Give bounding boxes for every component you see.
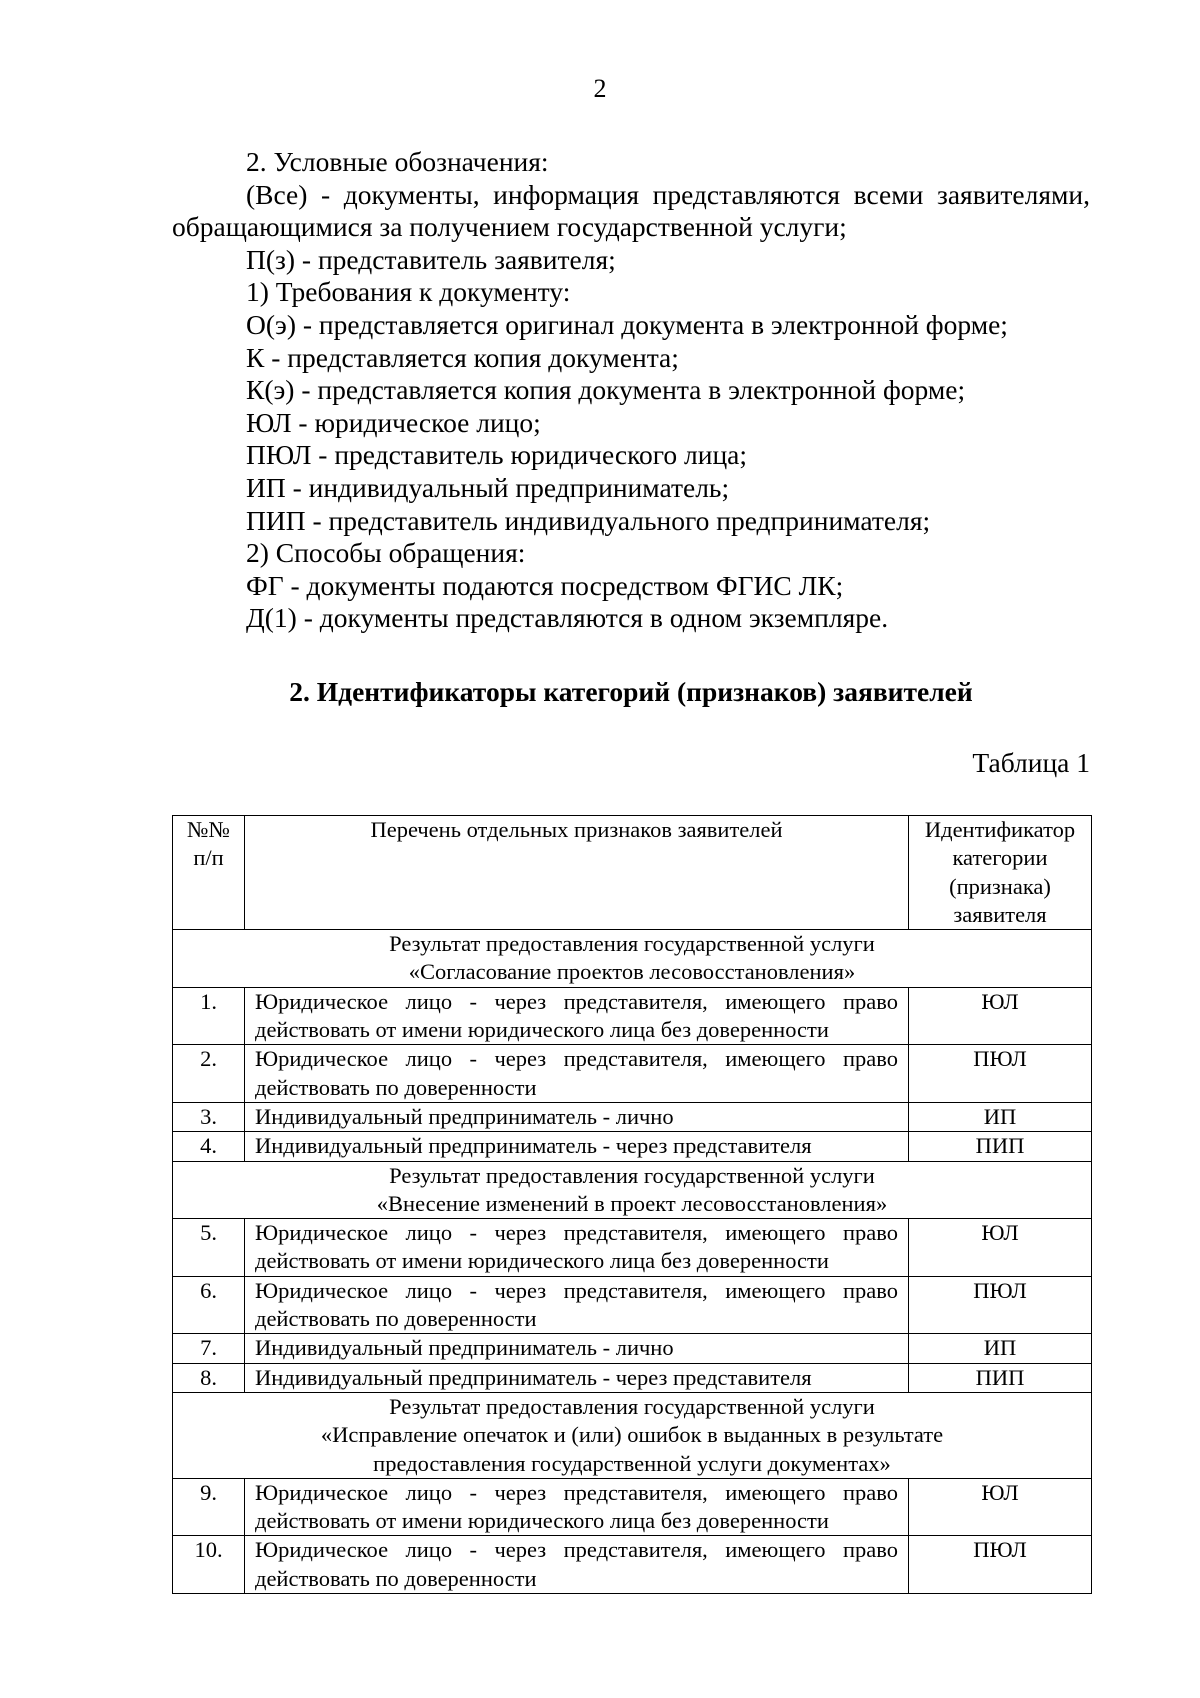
legend-line: ИП - индивидуальный предприниматель;	[246, 471, 730, 503]
table-row	[173, 1334, 1092, 1363]
table-row	[173, 1536, 1092, 1594]
row-identifier: ЮЛ	[909, 987, 1092, 1045]
row-number: 1.	[173, 987, 245, 1045]
row-description: Юридическое лицо - через представителя, имеющего право действовать по доверенности	[245, 1276, 909, 1334]
row-description: Юридическое лицо - через представителя, имеющего право действовать от имени юридического лица без доверенности	[245, 1478, 909, 1536]
group-heading-1	[173, 930, 1092, 988]
row-number: 3.	[173, 1102, 245, 1131]
legend-line: ПЮЛ - представитель юридического лица;	[246, 439, 748, 471]
group-heading-line: «Исправление опечаток и (или) ошибок в выданных в результате	[320, 1422, 944, 1448]
row-description: Юридическое лицо - через представителя, имеющего право действовать от имени юридического лица без доверенности	[245, 1219, 909, 1277]
row-identifier: ЮЛ	[909, 1219, 1092, 1277]
header-identifier-line2: категории	[952, 845, 1048, 871]
header-identifier	[909, 816, 1092, 930]
row-identifier: ПИП	[909, 1132, 1092, 1161]
table-group-row	[173, 1392, 1092, 1478]
row-description: Юридическое лицо - через представителя, имеющего право действовать по доверенности	[245, 1045, 909, 1103]
header-description: Перечень отдельных признаков заявителей	[245, 816, 909, 930]
row-identifier: ИП	[909, 1334, 1092, 1363]
row-number: 4.	[173, 1132, 245, 1161]
row-description: Юридическое лицо - через представителя, имеющего право действовать по доверенности	[245, 1536, 909, 1594]
legend-line: (Все) - документы, информация представляются всеми заявителями, обращающимися за получением государственной услуги;	[172, 178, 1090, 243]
legend-block	[172, 146, 1090, 635]
legend-subtitle: 1) Требования к документу:	[246, 276, 571, 308]
row-identifier: ПИП	[909, 1363, 1092, 1392]
row-description: Индивидуальный предприниматель - через представителя	[245, 1132, 909, 1161]
table-group-row	[173, 930, 1092, 988]
header-number	[173, 816, 245, 930]
group-heading-line: «Согласование проектов лесовосстановления»	[408, 959, 856, 985]
table-row	[173, 1045, 1092, 1103]
row-description: Юридическое лицо - через представителя, имеющего право действовать от имени юридического лица без доверенности	[245, 987, 909, 1045]
row-number: 5.	[173, 1219, 245, 1277]
legend-line: П(з) - представитель заявителя;	[246, 243, 616, 275]
header-number-line2: п/п	[193, 845, 224, 871]
legend-line: ЮЛ - юридическое лицо;	[246, 406, 541, 438]
applicant-categories-table	[172, 815, 1092, 1594]
group-heading-line: Результат предоставления государственной услуги	[389, 931, 875, 957]
table-header-row	[173, 816, 1092, 930]
table-row	[173, 1276, 1092, 1334]
header-number-line1: №№	[187, 817, 230, 842]
page-number: 2	[593, 74, 607, 103]
row-number: 10.	[173, 1536, 245, 1594]
row-number: 7.	[173, 1334, 245, 1363]
table-caption: Таблица 1	[972, 747, 1090, 778]
table-row	[173, 1219, 1092, 1277]
legend-line: О(э) - представляется оригинал документа в электронной форме;	[246, 308, 1008, 340]
row-identifier: ПЮЛ	[909, 1536, 1092, 1594]
row-identifier: ПЮЛ	[909, 1045, 1092, 1103]
header-identifier-line1: Идентификатор	[924, 817, 1076, 842]
group-heading-line: Результат предоставления государственной услуги	[389, 1162, 875, 1188]
legend-line: К(э) - представляется копия документа в электронной форме;	[246, 374, 966, 406]
table-row	[173, 1478, 1092, 1536]
table-row	[173, 1102, 1092, 1131]
row-number: 6.	[173, 1276, 245, 1334]
section-heading: 2. Идентификаторы категорий (признаков) заявителей	[289, 676, 973, 707]
group-heading-line: Результат предоставления государственной услуги	[389, 1393, 875, 1419]
group-heading-2	[173, 1161, 1092, 1219]
legend-line: К - представляется копия документа;	[246, 341, 679, 373]
row-description: Индивидуальный предприниматель - лично	[245, 1334, 909, 1363]
row-identifier: ИП	[909, 1102, 1092, 1131]
legend-line: Д(1) - документы представляются в одном экземпляре.	[246, 602, 889, 634]
table-row	[173, 1363, 1092, 1392]
row-description: Индивидуальный предприниматель - лично	[245, 1102, 909, 1131]
table-group-row	[173, 1161, 1092, 1219]
row-number: 8.	[173, 1363, 245, 1392]
table-row	[173, 987, 1092, 1045]
row-description: Индивидуальный предприниматель - через представителя	[245, 1363, 909, 1392]
header-identifier-line4: заявителя	[953, 901, 1047, 927]
legend-title: 2. Условные обозначения:	[246, 146, 549, 177]
legend-line: ФГ - документы подаются посредством ФГИС ЛК;	[246, 569, 844, 601]
row-identifier: ЮЛ	[909, 1478, 1092, 1536]
group-heading-line: предоставления государственной услуги документах»	[373, 1450, 891, 1476]
legend-subtitle: 2) Способы обращения:	[246, 537, 526, 569]
group-heading-line: «Внесение изменений в проект лесовосстановления»	[376, 1190, 888, 1216]
row-number: 9.	[173, 1478, 245, 1536]
header-identifier-line3: (признака)	[949, 873, 1051, 899]
legend-line: ПИП - представитель индивидуального предпринимателя;	[246, 504, 931, 536]
table-row	[173, 1132, 1092, 1161]
row-identifier: ПЮЛ	[909, 1276, 1092, 1334]
group-heading-3	[173, 1392, 1092, 1478]
row-number: 2.	[173, 1045, 245, 1103]
